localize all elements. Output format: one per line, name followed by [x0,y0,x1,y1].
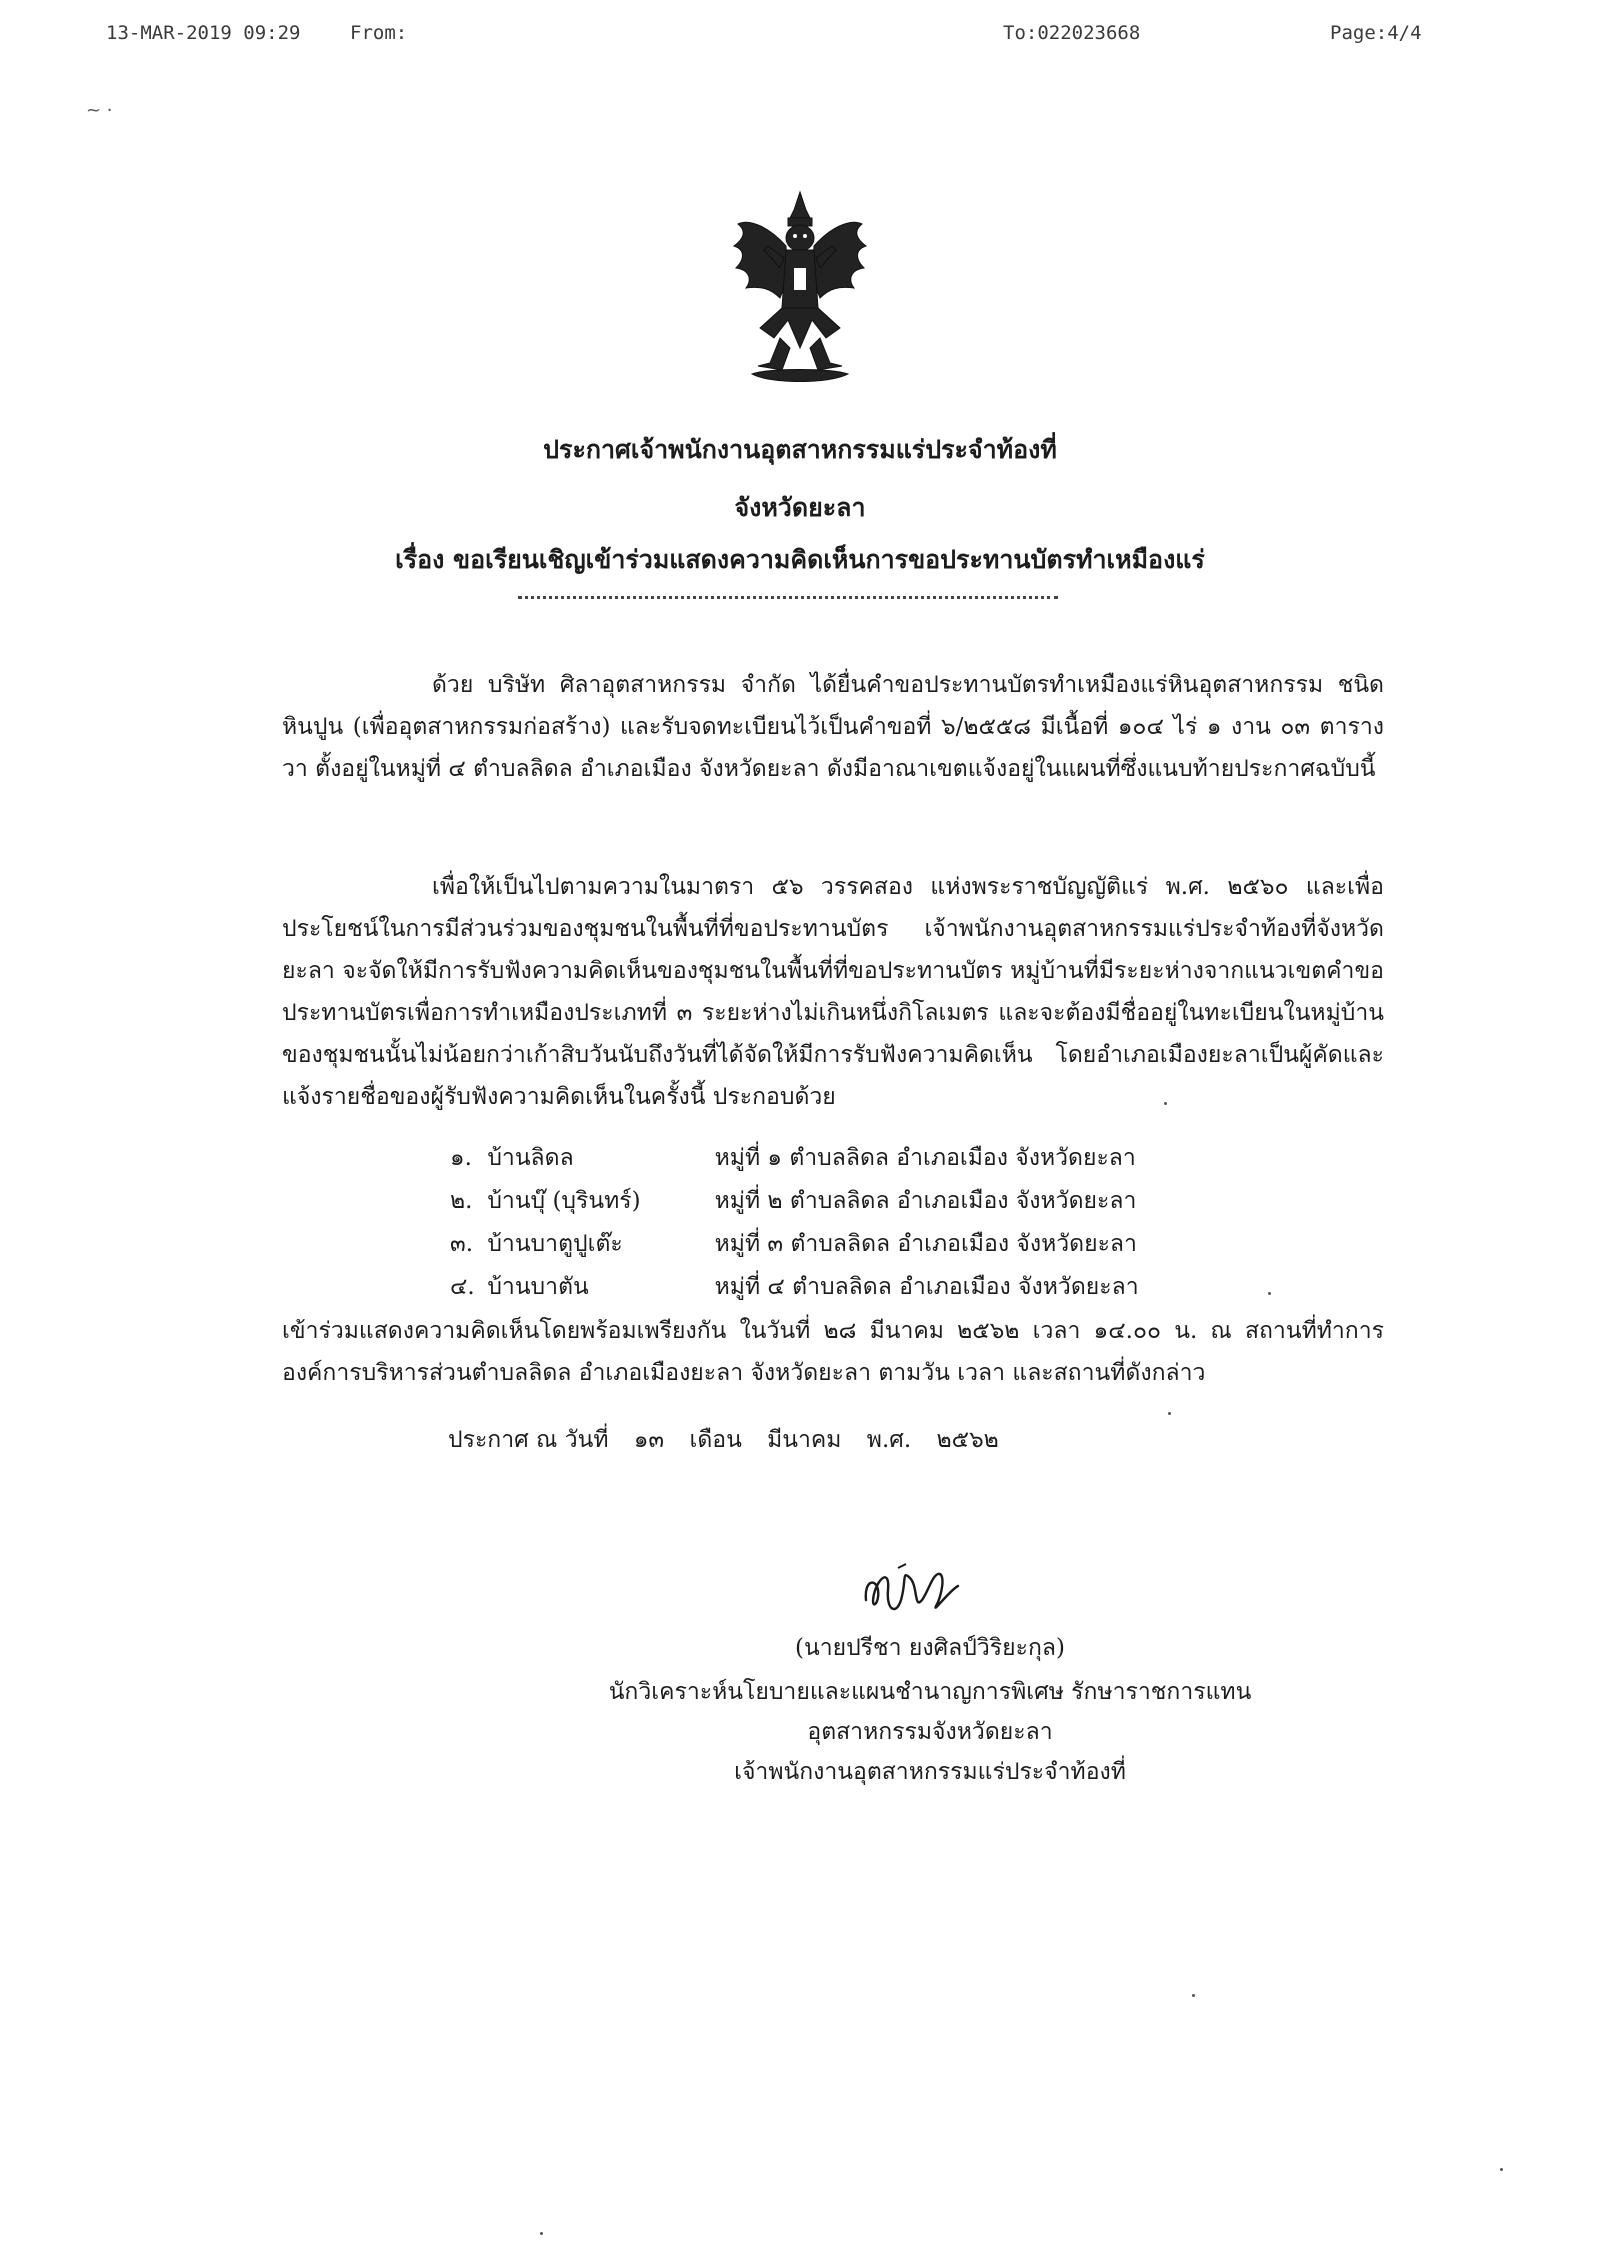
paragraph-hearing: เพื่อให้เป็นไปตามความในมาตรา ๕๖ วรรคสอง แห่งพระราชบัญญัติแร่ พ.ศ. ๒๕๖๐ และเพื่อประโยชน์ในการมีส่วนร่วมของชุมชนในพื้นที่ที่ขอประทานบัตร เจ้าพนักงานอุตสาหกรรมแร่ประจำท้องที่จังหวัดยะลา จะจัดให้มีการรับฟังความคิดเห็นของชุมชนในพื้นที่ที่ขอประทานบัตร หมู่บ้านที่มีระยะห่างจากแนวเขตคำขอประทานบัตรเพื่อการทำเหมืองประเภทที่ ๓ ระยะห่างไม่เกินหนึ่งกิโลเมตร และจะต้องมีชื่ออยู่ในทะเบียนในหมู่บ้านของชุมชนนั้นไม่น้อยกว่าเก้าสิบวันนับถึงวันที่ได้จัดให้มีการรับฟังความคิดเห็น โดยอำเภอเมืองยะลาเป็นผู้คัดและแจ้งรายชื่อของผู้รับฟังความคิดเห็นในครั้งนี้ ประกอบด้วย [282,874,1384,1110]
signatory-position: นักวิเคราะห์นโยบายและแผนชำนาญการพิเศษ รักษาราชการแทน [608,1679,1252,1705]
village-detail: หมู่ที่ ๓ ตำบลลิดล อำเภอเมือง จังหวัดยะลา [714,1231,1137,1257]
date-year: ๒๕๖๒ [936,1427,999,1453]
fax-date: 13-MAR-2019 09:29 [106,22,301,44]
subject-title: เรื่อง ขอเรียนเชิญเข้าร่วมแสดงความคิดเห็นการขอประทานบัตรทำเหมืองแร่ [395,545,1205,574]
fax-from: From: [350,22,408,44]
year-label: พ.ศ. [866,1427,912,1453]
date-month: มีนาคม [767,1427,842,1453]
village-number: ๔. [450,1274,475,1300]
village-detail: หมู่ที่ ๔ ตำบลลิดล อำเภอเมือง จังหวัดยะลา [714,1274,1139,1300]
signatory-role: เจ้าพนักงานอุตสาหกรรมแร่ประจำท้องที่ [734,1759,1126,1785]
village-list [450,1137,1139,1309]
paragraph-attendance: เข้าร่วมแสดงความคิดเห็นโดยพร้อมเพรียงกัน ในวันที่ ๒๘ มีนาคม ๒๕๖๒ เวลา ๑๔.๐๐ น. ณ สถานที่ทำการองค์การบริหารส่วนตำบลลิดล อำเภอเมืองยะลา จังหวัดยะลา ตามวัน เวลา และสถานที่ดังกล่าว [282,1318,1384,1386]
village-name: บ้านบาตูปูเต๊ะ [487,1231,623,1257]
fax-page-number: Page:4/4 [1330,22,1422,44]
month-label: เดือน [689,1427,742,1453]
village-name: บ้านบุ๊ (บุรินทร์) [487,1188,641,1214]
village-detail: หมู่ที่ ๑ ตำบลลิดล อำเภอเมือง จังหวัดยะลา [714,1145,1136,1171]
date-day: ๑๓ [633,1427,665,1453]
list-item [450,1180,1139,1223]
signatory-office: อุตสาหกรรมจังหวัดยะลา [807,1719,1053,1745]
date-label: ประกาศ ณ วันที่ [448,1427,609,1453]
village-name: บ้านบาตัน [487,1274,589,1300]
dotted-divider [518,596,1058,599]
announcement-title: ประกาศเจ้าพนักงานอุตสาหกรรมแร่ประจำท้องที่ [543,435,1057,464]
list-item [450,1137,1139,1180]
village-number: ๒. [450,1188,473,1214]
fax-to: To:022023668 [1003,22,1141,44]
signatory-name: (นายปรีชา ยงศิลป์วิริยะกุล) [795,1635,1065,1661]
signature-icon [858,1560,968,1630]
list-item [450,1266,1139,1309]
village-number: ๓. [450,1231,474,1257]
garuda-emblem-icon [730,188,870,388]
village-detail: หมู่ที่ ๒ ตำบลลิดล อำเภอเมือง จังหวัดยะลา [714,1188,1137,1214]
list-item [450,1223,1139,1266]
announcement-date [448,1422,1017,1458]
scan-mark: ~ · [86,100,113,121]
paragraph-application: ด้วย บริษัท ศิลาอุตสาหกรรม จำกัด ได้ยื่นคำขอประทานบัตรทำเหมืองแร่หินอุตสาหกรรม ชนิดหินปูน (เพื่ออุตสาหกรรมก่อสร้าง) และรับจดทะเบียนไว้เป็นคำขอที่ ๖/๒๕๕๘ มีเนื้อที่ ๑๐๔ ไร่ ๑ งาน ๐๓ ตารางวา ตั้งอยู่ในหมู่ที่ ๔ ตำบลลิดล อำเภอเมือง จังหวัดยะลา ดังมีอาณาเขตแจ้งอยู่ในแผนที่ซึ่งแนบท้ายประกาศฉบับนี้ [282,672,1384,782]
village-name: บ้านลิดล [487,1145,574,1171]
province-title: จังหวัดยะลา [734,493,866,522]
village-number: ๑. [450,1145,472,1171]
